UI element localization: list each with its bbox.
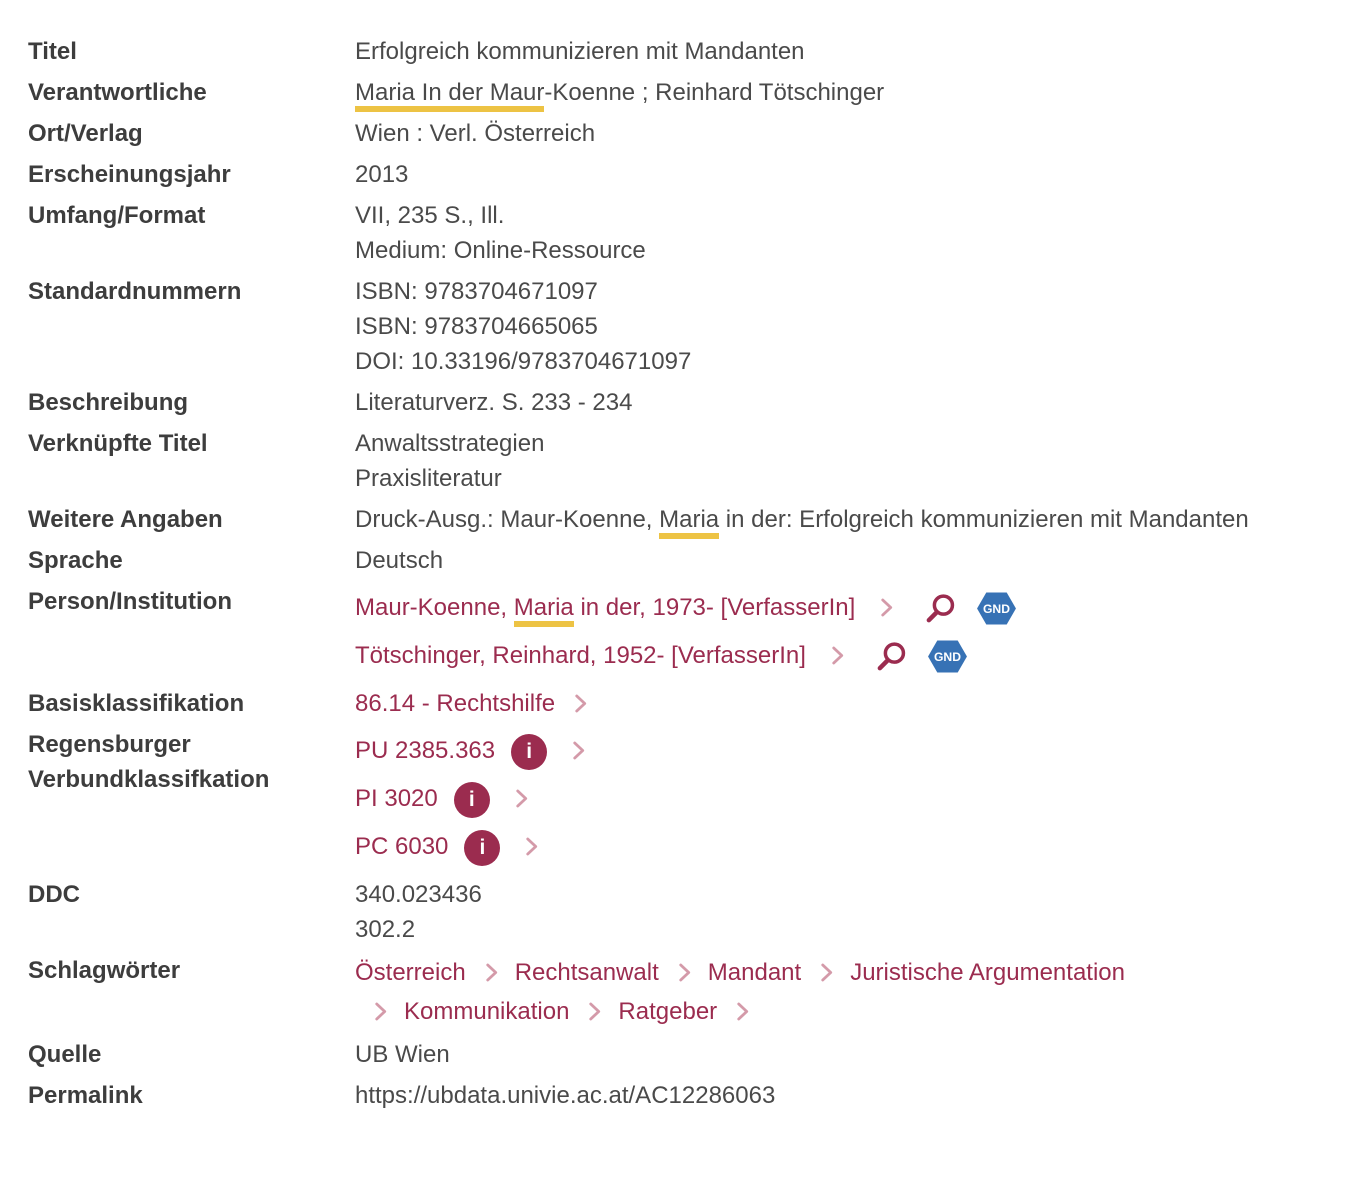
field-value-text: 340.023436 <box>355 881 482 908</box>
field-value-line <box>355 877 1295 912</box>
field-label: Person/Institution <box>28 588 232 615</box>
field-value-text: Literaturverz. S. 233 - 234 <box>355 389 633 416</box>
field-label: Regensburger Verbundklassifkation <box>28 731 270 793</box>
chevron-right-icon <box>571 740 586 761</box>
info-icon[interactable]: i <box>511 734 547 770</box>
field-value-text: UB Wien <box>355 1041 450 1068</box>
field-value-line <box>355 823 1295 871</box>
record-row-permalink <box>28 1078 1348 1113</box>
field-value-text: Medium: Online-Ressource <box>355 237 646 264</box>
chevron-right-icon <box>514 788 529 809</box>
link-86-14-rechtshilfe[interactable]: 86.14 - Rechtshilfe <box>355 690 556 717</box>
field-value <box>355 385 1295 420</box>
svg-text:GND: GND <box>933 650 961 665</box>
field-value-line <box>355 502 1295 537</box>
chevron-right-icon <box>484 962 499 983</box>
record-row-regensburger-verbundklassifkation <box>28 727 1348 871</box>
chevron-right-icon <box>830 645 845 666</box>
chevron-right-icon <box>819 962 834 983</box>
field-value <box>355 157 1295 192</box>
field-value-line <box>355 727 1295 775</box>
field-label: Titel <box>28 38 77 65</box>
field-value-text: ISBN: 9783704671097 <box>355 278 598 305</box>
field-value-line <box>355 632 1295 680</box>
keyword-group <box>569 998 717 1025</box>
field-label: Beschreibung <box>28 389 189 416</box>
field-value <box>355 877 1295 947</box>
link-highlighted-term[interactable]: Maria <box>514 594 574 627</box>
field-value-line <box>355 461 1295 496</box>
gnd-badge-icon[interactable] <box>977 591 1016 626</box>
field-value-text: https://ubdata.univie.ac.at/AC12286063 <box>355 1082 776 1109</box>
field-value <box>355 75 1295 110</box>
field-value-line <box>355 1078 1295 1113</box>
chevron-right-icon <box>879 597 894 618</box>
field-value <box>355 1037 1295 1072</box>
field-value <box>355 426 1295 496</box>
field-value <box>355 686 1295 721</box>
record-row-schlagwoerter <box>28 953 1348 1031</box>
field-label: Verantwortliche <box>28 79 207 106</box>
record-row-basisklassifikation <box>28 686 1348 721</box>
field-value-text: Erfolgreich kommunizieren mit Mandanten <box>355 38 805 65</box>
highlighted-term: Maria <box>659 506 719 539</box>
field-value-text: -Koenne ; Reinhard Tötschinger <box>544 79 885 106</box>
record-row-verantwortliche <box>28 75 1348 110</box>
record-row-ort-verlag <box>28 116 1348 151</box>
record-row-standardnummern <box>28 274 1348 379</box>
link-pc-6030[interactable]: PC 6030 <box>355 833 449 860</box>
field-value-line <box>355 116 1295 151</box>
link-juristische-argumentation[interactable]: Juristische Argumentation <box>850 959 1125 986</box>
field-label: Sprache <box>28 547 123 574</box>
keyword-group <box>466 959 659 986</box>
record-row-umfang-format <box>28 198 1348 268</box>
keyword-group <box>801 959 1125 986</box>
field-value-text: Wien : Verl. Österreich <box>355 120 596 147</box>
gnd-badge-icon[interactable] <box>928 639 967 674</box>
field-label: Permalink <box>28 1082 143 1109</box>
field-value <box>355 34 1295 69</box>
field-value-line <box>355 912 1295 947</box>
chevron-right-icon <box>524 836 539 857</box>
field-label: Umfang/Format <box>28 202 206 229</box>
field-value-line <box>355 198 1295 233</box>
field-value-text: ISBN: 9783704665065 <box>355 313 598 340</box>
field-value-text: Praxisliteratur <box>355 465 502 492</box>
record-row-sprache <box>28 543 1348 578</box>
chevron-right-icon <box>587 1001 602 1022</box>
field-value-line <box>355 775 1295 823</box>
field-label: Erscheinungsjahr <box>28 161 231 188</box>
link-pi-3020[interactable]: PI 3020 <box>355 785 438 812</box>
field-value <box>355 543 1295 578</box>
link-maur-koenne[interactable]: Maur-Koenne, <box>355 594 514 621</box>
field-value-line <box>355 75 1295 110</box>
field-value-line <box>355 1037 1295 1072</box>
field-value-text: Deutsch <box>355 547 444 574</box>
record-row-erscheinungsjahr <box>28 157 1348 192</box>
field-value-text: Anwaltsstrategien <box>355 430 545 457</box>
link-toetschinger-reinhard-1952-verfasserin[interactable]: Tötschinger, Reinhard, 1952- [VerfasserIn] <box>355 642 806 669</box>
field-value-line <box>355 543 1295 578</box>
field-label: Verknüpfte Titel <box>28 430 208 457</box>
record-row-weitere-angaben <box>28 502 1348 537</box>
field-value-line <box>355 584 1295 632</box>
field-value-text: 302.2 <box>355 916 416 943</box>
field-value <box>355 953 1295 1031</box>
field-value-line <box>355 274 1295 309</box>
field-value-text: Druck-Ausg.: Maur-Koenne, <box>355 506 660 533</box>
field-value <box>355 584 1295 680</box>
field-value <box>355 198 1295 268</box>
record-row-ddc <box>28 877 1348 947</box>
field-value-line <box>355 34 1295 69</box>
record-details <box>28 34 1348 1113</box>
field-value-text: DOI: 10.33196/9783704671097 <box>355 348 692 375</box>
record-row-beschreibung <box>28 385 1348 420</box>
record-row-titel <box>28 34 1348 69</box>
keyword-group <box>355 998 569 1025</box>
info-icon[interactable]: i <box>464 830 500 866</box>
link-in-der-1973-verfasserin[interactable]: in der, 1973- [VerfasserIn] <box>573 594 856 621</box>
field-value-line <box>355 426 1295 461</box>
search-icon[interactable] <box>924 592 957 625</box>
field-label: Weitere Angaben <box>28 506 223 533</box>
link-kommunikation[interactable]: Kommunikation <box>404 998 570 1025</box>
record-row-verknuepfte-titel <box>28 426 1348 496</box>
chevron-right-icon <box>373 1001 388 1022</box>
field-value-line <box>355 953 1295 1031</box>
field-value-text: in der: Erfolgreich kommunizieren mit Mandanten <box>719 506 1249 533</box>
highlighted-term: Maria In der Maur <box>355 79 544 112</box>
chevron-right-icon <box>735 1001 750 1022</box>
field-value <box>355 727 1295 871</box>
svg-text:GND: GND <box>983 602 1011 617</box>
field-label: Quelle <box>28 1041 102 1068</box>
field-value-line <box>355 309 1295 344</box>
keyword-group <box>659 959 801 986</box>
field-label: Schlagwörter <box>28 957 181 984</box>
search-icon[interactable] <box>875 640 908 673</box>
field-value <box>355 116 1295 151</box>
chevron-right-icon <box>573 693 588 714</box>
chevron-right-icon <box>677 962 692 983</box>
field-value-text: 2013 <box>355 161 409 188</box>
field-value-line <box>355 233 1295 268</box>
field-label: Ort/Verlag <box>28 120 143 147</box>
record-row-quelle <box>28 1037 1348 1072</box>
field-value-line <box>355 157 1295 192</box>
field-value <box>355 274 1295 379</box>
link-pu-2385-363[interactable]: PU 2385.363 <box>355 737 496 764</box>
link-oesterreich[interactable]: Österreich <box>355 959 466 986</box>
field-label: Standardnummern <box>28 278 242 305</box>
record-row-person-institution <box>28 584 1348 680</box>
link-ratgeber[interactable]: Ratgeber <box>618 998 718 1025</box>
field-value-line <box>355 385 1295 420</box>
field-label: DDC <box>28 881 80 908</box>
link-mandant[interactable]: Mandant <box>707 959 802 986</box>
field-value-line <box>355 344 1295 379</box>
field-value-line <box>355 686 1295 721</box>
info-icon[interactable]: i <box>454 782 490 818</box>
field-value-text: VII, 235 S., Ill. <box>355 202 505 229</box>
link-rechtsanwalt[interactable]: Rechtsanwalt <box>514 959 659 986</box>
field-value <box>355 1078 1295 1113</box>
field-value <box>355 502 1295 537</box>
field-label: Basisklassifikation <box>28 690 245 717</box>
